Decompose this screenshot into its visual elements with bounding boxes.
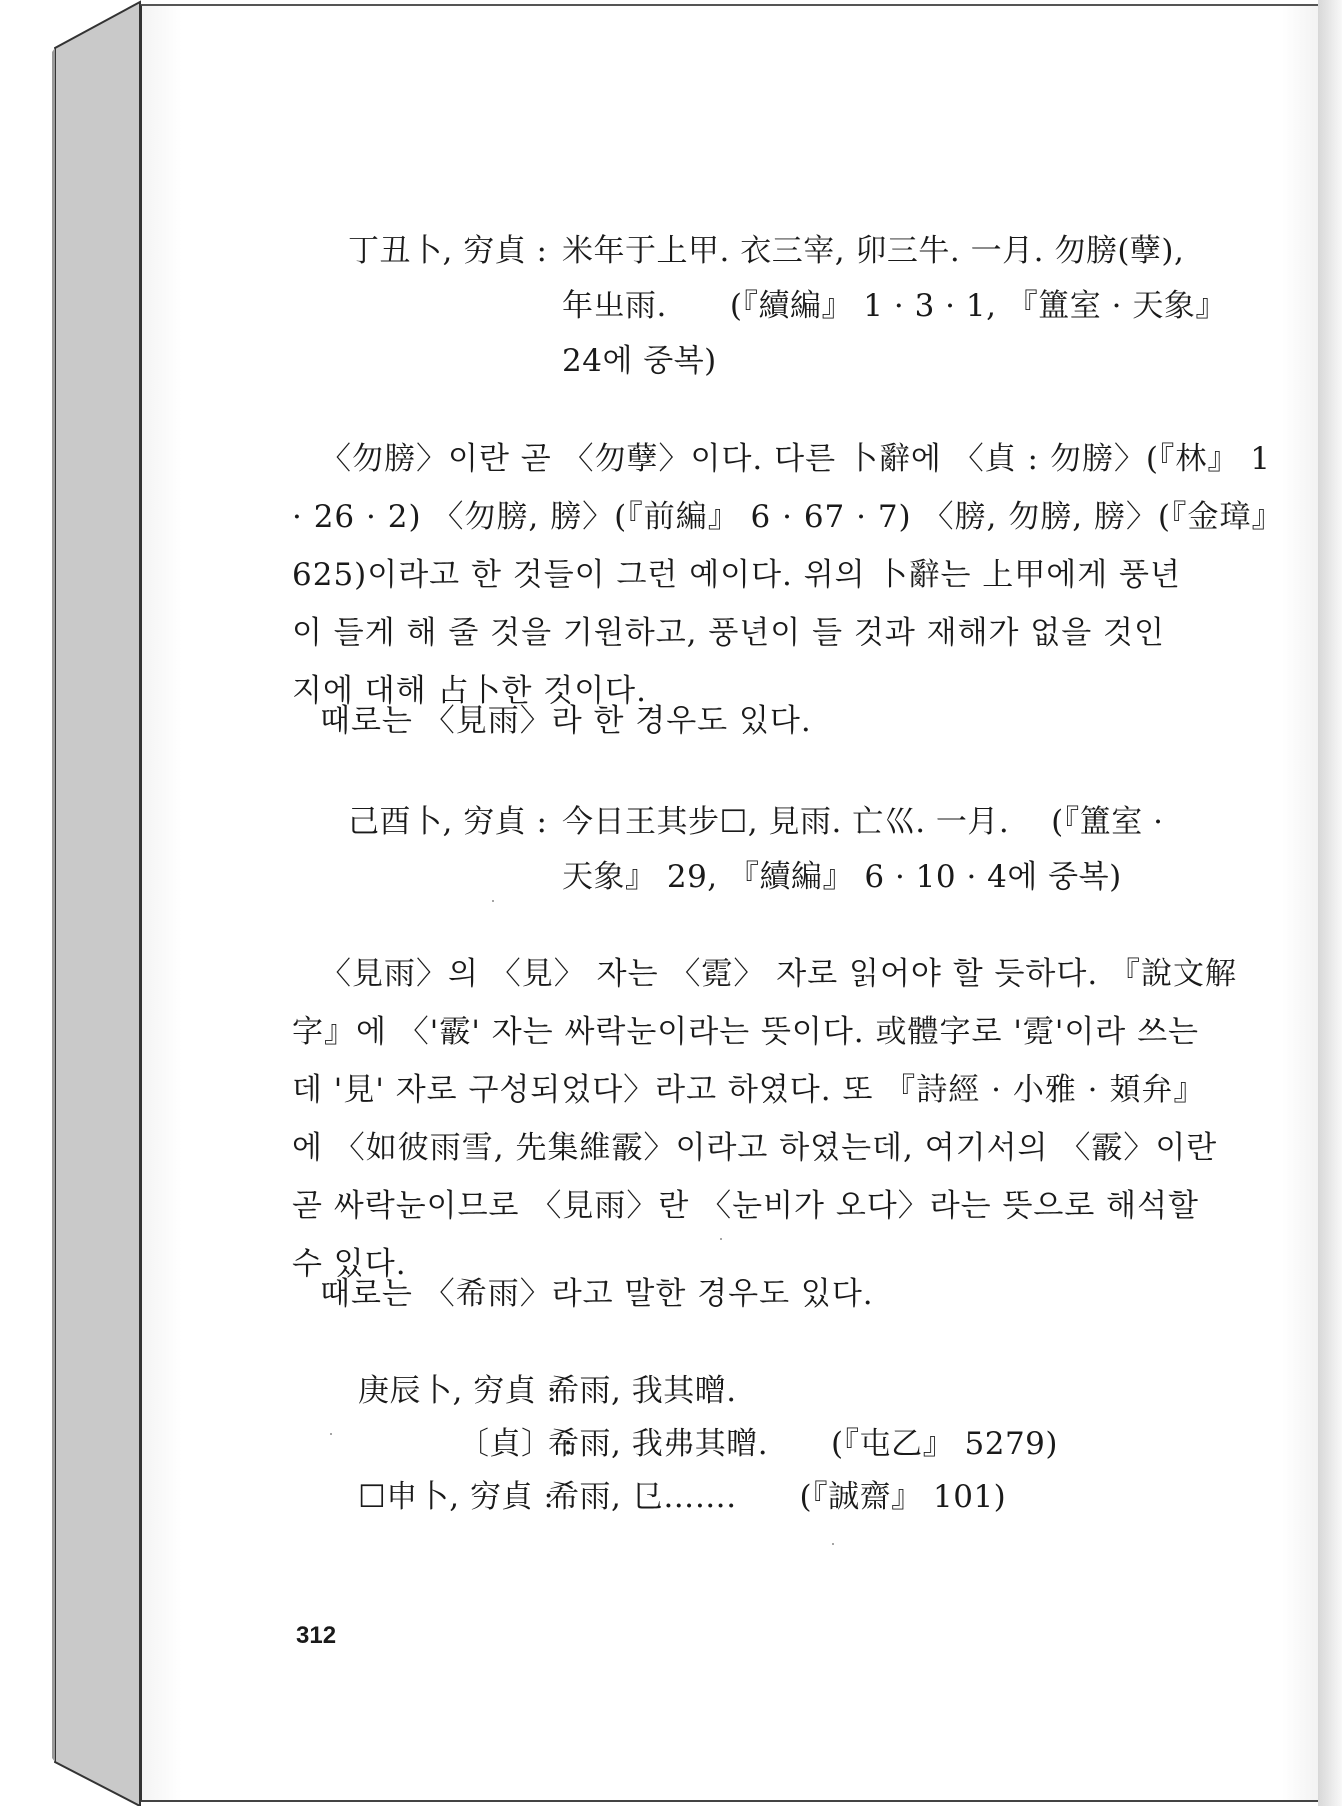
speck [330,1433,332,1435]
inscription-3-line-2-text: 希雨, 我弗其㬝. (『屯乙』 5279) [548,1426,1058,1462]
page-number: 312 [296,1622,337,1649]
inscription-3-line-1-label: 庚辰卜, 穷貞 : [358,1373,558,1409]
inscription-3-line-3-text: 希雨, 㔾……. (『誠齋』 101) [548,1479,1007,1515]
paragraph-4 [292,1265,1212,1323]
paragraph-3-line: 字』에 〈'霰' 자는 싸락눈이라는 뜻이다. 或體字로 '霓'이라 쓰는 [292,1014,1199,1050]
page-right-edge [1318,0,1342,1806]
paragraph-1-line: · 26 · 2) 〈勿膀, 膀〉(『前編』 6 · 67 · 7) 〈膀, 勿膀, 膀〉(『金璋』 [292,499,1284,535]
paragraph-1-line: 이 들게 해 줄 것을 기원하고, 풍년이 들 것과 재해가 없을 것인 [292,615,1165,651]
inscription-2-line-1: 今日王其步☐, 見雨. 亡巛. 一月. (『簠室 · [562,804,1164,840]
inscription-2-line-2: 天象』 29, 『續編』 6 · 10 · 4에 중복) [562,859,1122,895]
paragraph-3-line: 〈見雨〉의 〈見〉 자는 〈霓〉 자로 읽어야 할 듯하다. 『說文解 [320,956,1238,992]
inscription-1-line-1: 米年于上甲. 衣三宰, 卯三牛. 一月. 勿膀(孽), [562,233,1185,269]
paragraph-3-line: 에 〈如彼雨雪, 先集維霰〉이라고 하였는데, 여기서의 〈霰〉이란 [292,1130,1218,1166]
paragraph-4-line: 때로는 〈希雨〉라고 말한 경우도 있다. [320,1276,874,1312]
paragraph-1-line: 625)이라고 한 것들이 그런 예이다. 위의 卜辭는 上甲에게 풍년 [292,557,1181,593]
inscription-3-line-2-label: 〔貞〕 : [458,1426,574,1462]
inscription-2-label: 己酉卜, 穷貞 : [348,804,548,840]
inscription-3-line-3-label: ☐申卜, 穷貞 : [358,1479,555,1515]
inscription-1-label: 丁丑卜, 穷貞 : [348,233,548,269]
paragraph-3-line: 데 '見' 자로 구성되었다〉라고 하였다. 또 『詩經 · 小雅 · 頍弁』 [292,1072,1206,1108]
paragraph-2 [292,692,1212,750]
paragraph-1 [292,430,1284,720]
paragraph-3-line: 수 있다. [292,1246,407,1282]
paragraph-1-line: 〈勿膀〉이란 곧 〈勿孽〉이다. 다른 卜辭에 〈貞 : 勿膀〉(『林』 1 [320,441,1272,477]
paragraph-1-line: 지에 대해 占卜한 것이다. [292,673,647,709]
speck [832,1543,834,1545]
paragraph-3-line: 곧 싸락눈이므로 〈見雨〉란 〈눈비가 오다〉라는 뜻으로 해석할 [292,1188,1199,1224]
inscription-1-line-3: 24에 중복) [562,343,717,379]
speck [492,900,494,902]
paragraph-2-line: 때로는 〈見雨〉라 한 경우도 있다. [320,703,812,739]
inscription-3-line-1-text: 希雨, 我其㬝. [548,1373,737,1409]
speck [720,1238,722,1240]
book-page [140,4,1318,1802]
paragraph-3 [292,945,1238,1293]
inscription-1-line-2: 年㞢雨. (『續編』 1 · 3 · 1, 『簠室 · 天象』 [562,288,1227,324]
